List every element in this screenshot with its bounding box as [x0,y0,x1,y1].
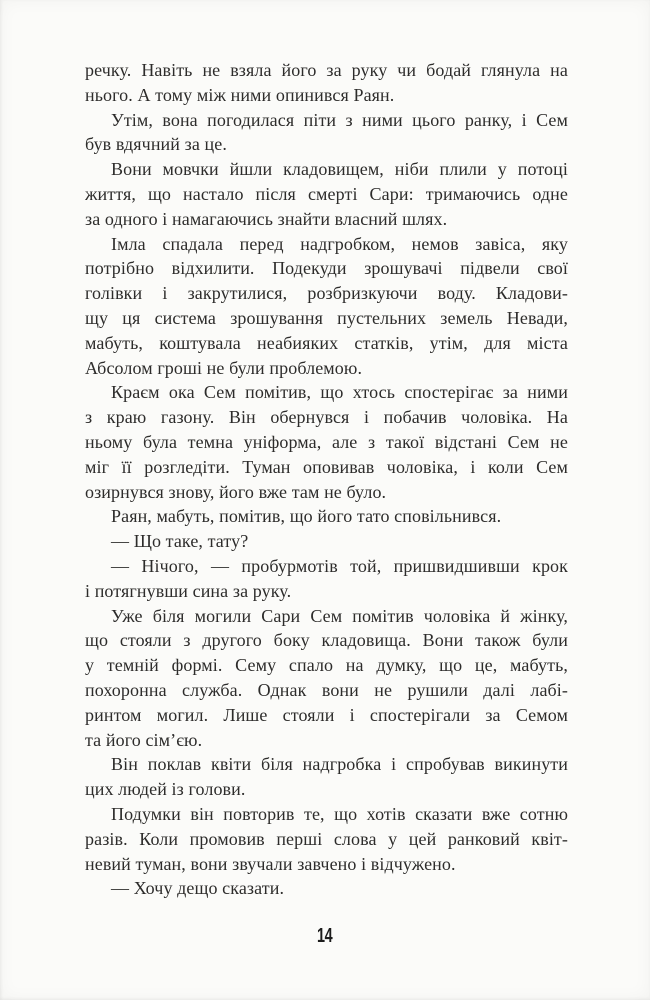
text-line: мабуть, коштувала неабияких статків, утім, для міста [85,332,568,353]
text-line: Імла спадала перед надгробком, немов завіса, яку [111,233,568,254]
text-line: голівки і закрутилися, розбризкуючи воду. Кладови- [85,283,568,304]
text-line: був вдячний за це. [85,134,227,155]
text-line: — Що таке, тату? [111,531,249,552]
text-line: міг її розгледіти. Туман оповивав чоловіка, і коли Сем [85,456,568,477]
text-line: ньому була темна уніформа, але з такої відстані Сем не [85,431,568,452]
text-line: за одного і намагаючись знайти власний шлях. [85,208,448,229]
text-line: Раян, мабуть, помітив, що його тато сповільнився. [111,506,502,527]
text-line: життя, що настало після смерті Сари: тримаючись одне [85,183,568,204]
text-line: Він поклав квіти біля надгробка і спробував викинути [111,754,568,775]
text-line: Утім, вона погодилася піти з ними цього ранку, і Сем [111,109,568,130]
text-line: Абсолом гроші не були проблемою. [85,357,363,378]
page-number-value: 14 [317,925,333,947]
text-line: цих людей із голови. [85,779,246,800]
text-line: Вони мовчки йшли кладовищем, ніби плили у потоці [111,159,568,180]
text-line: ринтом могил. Лише стояли і спостерігали за Семом [85,704,568,725]
text-line: озирнувся знову, його вже там не було. [85,481,387,502]
text-line: Уже біля могили Сари Сем помітив чоловіка й жінку, [111,605,568,626]
text-line: потрібно відхилити. Подекуди зрошувачі підвели свої [85,258,568,279]
text-line: з краю газону. Він обернувся і побачив чоловіка. На [85,407,568,428]
text-line: Подумки він повторив те, що хотів сказати вже сотню [111,803,568,824]
text-line: Краєм ока Сем помітив, що хтось спостерігає за ними [111,382,568,403]
text-line: та його сім’єю. [85,729,203,750]
text-block [85,58,568,901]
text-line: невий туман, вони звучали завчено і відчужено. [85,853,456,874]
text-line: у темній формі. Сему спало на думку, що це, мабуть, [85,655,568,676]
text-line: — Нічого, — пробурмотів той, пришвидшивши крок [111,555,568,576]
text-line: нього. А тому між ними опинився Раян. [85,84,395,105]
text-line: — Хочу дещо сказати. [111,878,285,899]
text-line: разів. Коли промовив перші слова у цей ранковий квіт- [85,828,568,849]
page-number [0,925,650,948]
text-line: що стояли з другого боку кладовища. Вони також були [85,630,568,651]
text-line: похоронна служба. Однак вони не рушили далі лабі- [85,679,568,700]
text-line: і потягнувши сина за руку. [85,580,292,601]
text-line: щу ця система зрошування пустельних земель Невади, [85,307,568,328]
text-line: речку. Навіть не взяла його за руку чи бодай глянула на [85,60,568,80]
